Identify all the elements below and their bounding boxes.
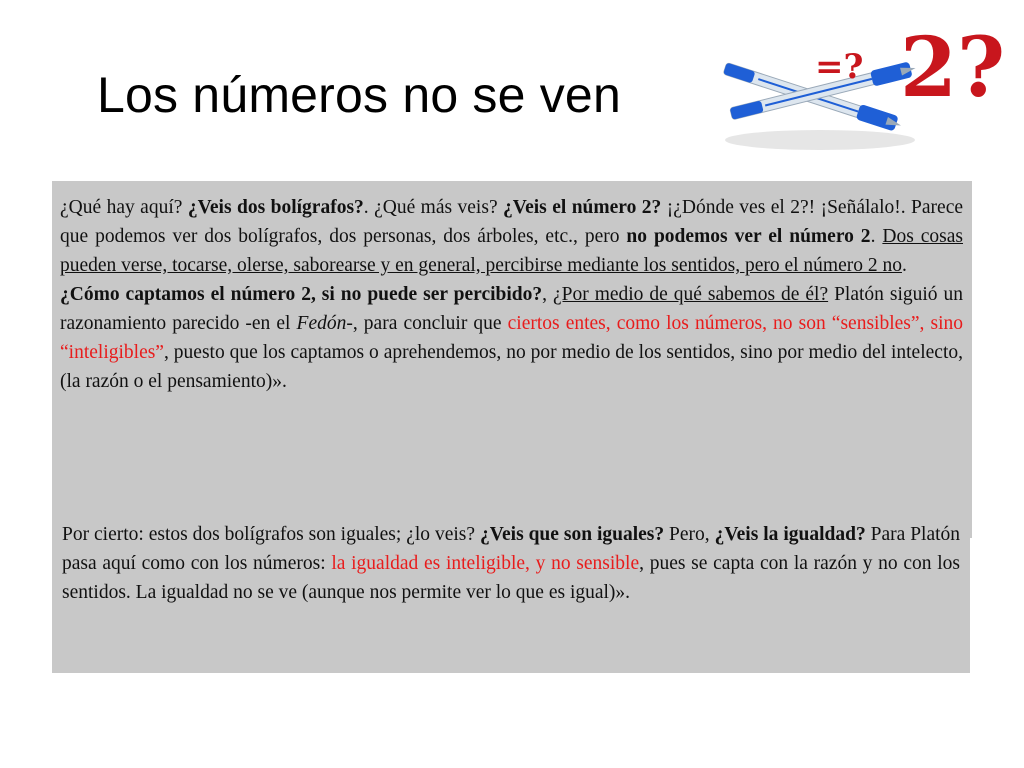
- big-two-question-mark: 2?: [900, 20, 1006, 116]
- small-question-mark: =?: [815, 47, 864, 87]
- pens-question-marks-icon: [700, 8, 1020, 168]
- paragraph-numbers: ¿Qué hay aquí? ¿Veis dos bolígrafos?. ¿Qué más veis? ¿Veis el número 2? ¡¿Dónde ves el 2?! ¡Señálalo!. Parece que podemos ver dos bolígrafos, dos personas, dos árboles, etc., pero no podemos ver el número 2. Dos cosas pueden verse, tocarse, olerse, saborearse y en general, percibirse mediante los sentidos, pero el número 2 no. ¿Cómo captamos el número 2, si no puede ser percibido?, ¿Por medio de qué sabemos de él? Platón siguió un razonamiento parecido -en el Fedón-, para concluir que ciertos entes, como los números, no son “sensibles”, sino “inteligibles”, puesto que los captamos o aprehendemos, no por medio de los sentidos, sino por medio del intelecto, (la razón o el pensamiento)».: [60, 197, 964, 392]
- paragraph-equality: Por cierto: estos dos bolígrafos son iguales; ¿lo veis? ¿Veis que son iguales? Pero, ¿Veis la igualdad? Para Platón pasa aquí como con los números: la igualdad es inteligible, y no sensible, pues se capta con la razón y no con los sentidos. La igualdad no se ve (aunque nos permite ver lo que es igual)».: [62, 524, 961, 603]
- slide-title: Los números no se ven: [97, 67, 621, 123]
